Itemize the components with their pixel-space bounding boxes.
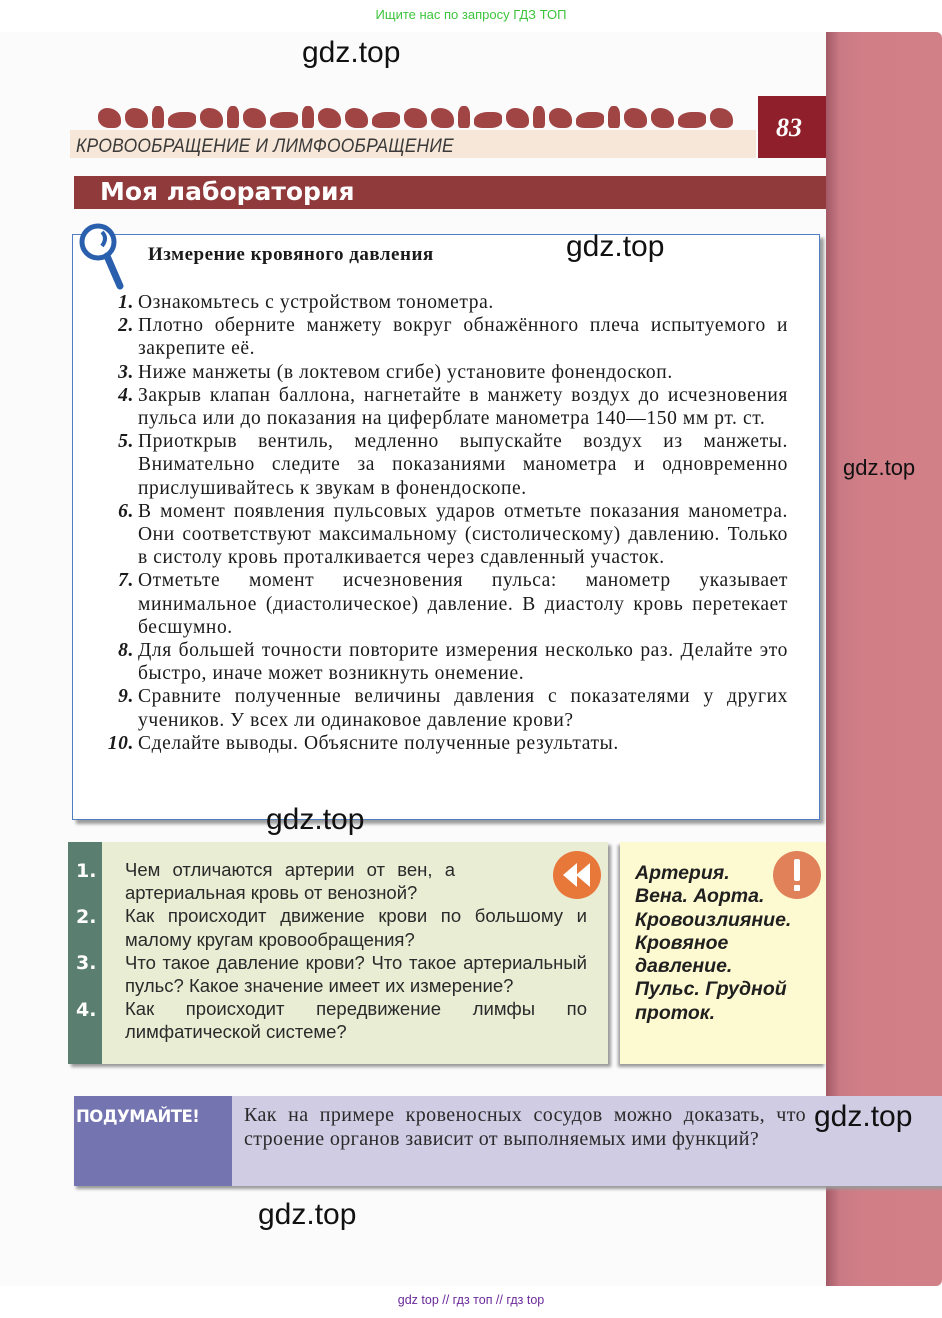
- animal-icon: [168, 112, 196, 128]
- lab-step: [94, 291, 788, 314]
- term-line: Кровяное: [635, 931, 729, 954]
- step-text: В момент появления пульсовых ударов отметьте показания манометра. Они соответствуют максимальному (систолическому) давлению. Только в систолу кровь проталкивается через сдавленный участок.: [138, 500, 788, 569]
- step-number: 4.: [118, 384, 134, 406]
- animal-icon: [372, 112, 400, 128]
- lab-heading: Измерение кровяного давления: [148, 244, 434, 265]
- watermark: gdz.top: [258, 1198, 357, 1231]
- review-questions-list: [125, 858, 587, 1044]
- lab-step: [94, 384, 788, 430]
- term-line: проток.: [635, 1001, 716, 1024]
- question-text: Как происходит движение крови по большому и малому кругам кровообращения?: [125, 905, 587, 950]
- lab-step: [94, 430, 788, 500]
- watermark: gdz.top: [814, 1100, 913, 1133]
- animal-icon: [651, 108, 674, 128]
- step-number: 9.: [118, 686, 134, 708]
- step-number: 7.: [118, 570, 134, 592]
- lab-section-title: Моя лаборатория: [100, 177, 355, 206]
- animal-icon: [608, 106, 620, 128]
- term-line: Вена. Аорта.: [635, 885, 765, 908]
- think-label: ПОДУМАЙТЕ!: [76, 1107, 200, 1126]
- animal-icon: [404, 108, 427, 128]
- watermark: gdz.top: [302, 36, 401, 69]
- animal-icon: [431, 108, 454, 128]
- question-number: 1.: [76, 860, 97, 882]
- term-line: Кровоизлияние.: [635, 908, 792, 931]
- question-number: 3.: [76, 952, 97, 974]
- watermark: gdz.top: [843, 455, 916, 480]
- animal-icon: [458, 106, 470, 128]
- lab-step: [94, 639, 788, 685]
- think-question: Как на примере кровеносных сосудов можно доказать, что строение органов зависит от выполняемых ими функций?: [244, 1104, 806, 1150]
- animal-silhouettes-decor: [98, 102, 748, 128]
- animal-icon: [624, 108, 647, 128]
- animal-icon: [318, 108, 341, 128]
- animal-icon: [243, 108, 266, 128]
- step-text: Отметьте момент исчезновения пульса: манометр указывает минимальное (диастолическое) давление. В диастолу кровь перетекает бесшумно.: [138, 570, 788, 638]
- animal-icon: [200, 108, 223, 128]
- lab-step: [94, 500, 788, 570]
- lab-step: [94, 569, 788, 639]
- step-number: 5.: [118, 431, 134, 453]
- term-line: Артерия.: [635, 862, 730, 884]
- animal-icon: [549, 108, 572, 128]
- animal-icon: [152, 106, 164, 128]
- top-search-note: Ищите нас по запросу ГДЗ ТОП: [375, 7, 567, 22]
- animal-icon: [98, 108, 121, 128]
- question-text: Чем отличаются артерии от вен, а артериальная кровь от венозной?: [125, 859, 455, 904]
- chapter-title: КРОВООБРАЩЕНИЕ И ЛИМФООБРАЩЕНИЕ: [76, 136, 454, 157]
- animal-icon: [345, 108, 368, 128]
- rewind-icon: [553, 851, 601, 899]
- lab-step: [94, 361, 788, 384]
- animal-icon: [506, 108, 529, 128]
- animal-icon: [533, 106, 545, 128]
- watermark: gdz.top: [266, 803, 365, 836]
- animal-icon: [678, 112, 706, 128]
- page-number: 83: [776, 113, 802, 142]
- animal-icon: [302, 106, 314, 128]
- key-terms-list: [635, 862, 791, 1025]
- animal-icon: [270, 112, 298, 128]
- animal-icon: [576, 112, 604, 128]
- step-text: Ниже манжеты (в локтевом сгибе) установите фонендоскоп.: [138, 361, 673, 383]
- step-text: Плотно оберните манжету вокруг обнажённого плеча испытуемого и закрепите её.: [138, 315, 788, 360]
- step-text: Ознакомьтесь с устройством тонометра.: [138, 292, 494, 313]
- step-number: 6.: [118, 500, 134, 522]
- step-text: Сделайте выводы. Объясните полученные результаты.: [138, 732, 619, 754]
- watermark: gdz.top: [566, 230, 665, 263]
- animal-icon: [125, 108, 148, 128]
- question-number: 4.: [76, 999, 97, 1021]
- step-text: Для большей точности повторите измерения несколько раз. Делайте это быстро, иначе может возникнуть онемение.: [138, 640, 788, 685]
- animal-icon: [710, 108, 733, 128]
- lab-step: [94, 314, 788, 360]
- step-number: 8.: [118, 640, 134, 662]
- step-text: Приоткрыв вентиль, медленно выпускайте воздух из манжеты. Внимательно следите за показаниями манометра и одновременно прислушивайтесь к звукам в фонендоскопе.: [138, 431, 788, 499]
- question-text: Что такое давление крови? Что такое артериальный пульс? Какое значение имеет их измерение?: [125, 951, 587, 997]
- term-line: Пульс. Грудной: [635, 978, 787, 1001]
- exclamation-icon: [773, 851, 821, 899]
- magnifier-icon: [78, 222, 130, 292]
- animal-icon: [474, 112, 502, 128]
- lab-step: [94, 685, 788, 731]
- lab-steps-list: [94, 291, 788, 755]
- lab-step: [94, 732, 788, 755]
- animal-icon: [227, 106, 239, 128]
- term-line: давление.: [635, 955, 733, 978]
- step-number: 1.: [118, 292, 134, 313]
- question-number: 2.: [76, 906, 97, 928]
- step-text: Закрыв клапан баллона, нагнетайте в манжету воздух до исчезновения пульса или до показания на циферблате манометра 140—150 мм рт. ст.: [138, 384, 788, 430]
- step-number: 3.: [118, 361, 134, 383]
- step-number: 2.: [118, 315, 134, 337]
- question-text: Как происходит передвижение лимфы по лимфатической системе?: [125, 998, 587, 1043]
- footer-links: gdz top // гдз топ // гдз top: [397, 1293, 545, 1307]
- step-number: 10.: [107, 732, 134, 754]
- step-text: Сравните полученные величины давления с показателями у других учеников. У всех ли одинаковое давление крови?: [138, 686, 788, 731]
